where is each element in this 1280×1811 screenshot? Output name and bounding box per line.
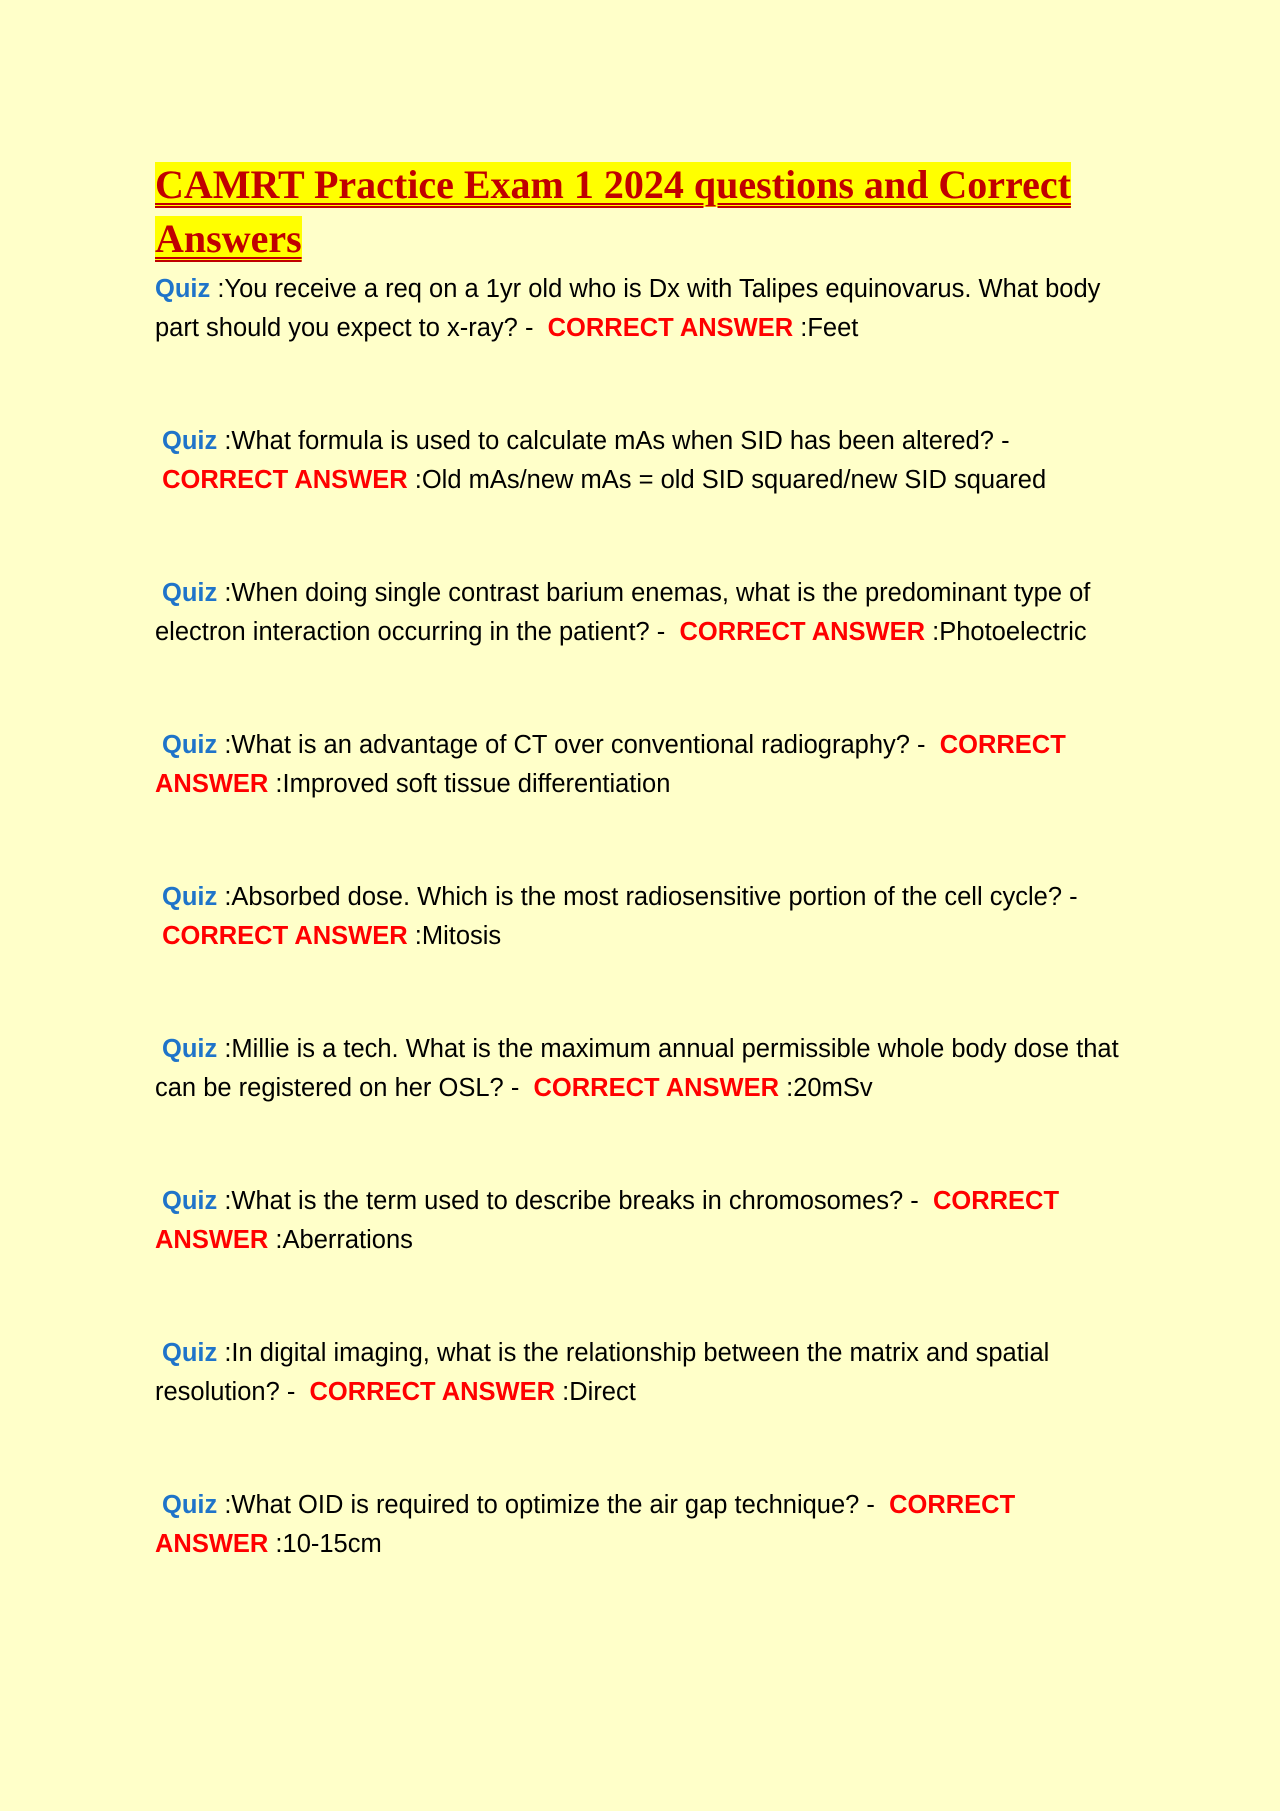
document-title-text: CAMRT Practice Exam 1 2024 questions and Correct Answers — [155, 162, 1071, 261]
quiz-label: Quiz — [155, 275, 211, 303]
answer-text: Old mAs/new mAs = old SID squared/new SID squared — [421, 466, 1047, 494]
answer-text: Aberrations — [282, 1226, 413, 1254]
correct-answer-label: CORRECT ANSWER — [155, 1491, 1016, 1558]
question-text: What is an advantage of CT over conventional radiography? — [231, 731, 910, 759]
question-text: In digital imaging, what is the relationship between the matrix and spatial resolution? — [155, 1339, 1050, 1406]
document-body — [155, 158, 1120, 1638]
answer-text: Improved soft tissue differentiation — [282, 770, 671, 798]
quiz-label: Quiz — [162, 1187, 218, 1215]
correct-answer-label: CORRECT ANSWER — [155, 731, 1066, 798]
answer-text: 10-15cm — [282, 1530, 382, 1558]
correct-answer-label: CORRECT ANSWER — [309, 1378, 556, 1406]
qa-item: Quiz :What formula is used to calculate mAs when SID has been altered? - CORRECT ANSWER :Old mAs/new mAs = old SID squared/new SID squared — [155, 427, 1047, 494]
quiz-label: Quiz — [162, 1491, 218, 1519]
question-text: What is the term used to describe breaks in chromosomes? — [231, 1187, 904, 1215]
quiz-label: Quiz — [162, 1035, 218, 1063]
qa-item: Quiz :What OID is required to optimize the air gap technique? - CORRECT ANSWER :10-15cm — [155, 1491, 1016, 1558]
quiz-label: Quiz — [162, 731, 218, 759]
answer-text: Direct — [569, 1378, 636, 1406]
question-text: When doing single contrast barium enemas, what is the predominant type of electron interaction occurring in the patient? — [155, 579, 1091, 646]
answer-text: 20mSv — [793, 1074, 873, 1102]
question-text: Millie is a tech. What is the maximum annual permissible whole body dose that can be registered on her OSL? — [155, 1035, 1119, 1102]
quiz-label: Quiz — [162, 579, 218, 607]
question-text: Absorbed dose. Which is the most radiosensitive portion of the cell cycle? — [231, 883, 1063, 911]
qa-item: Quiz :What is an advantage of CT over conventional radiography? - CORRECT ANSWER :Improved soft tissue differentiation — [155, 731, 1066, 798]
correct-answer-label: CORRECT ANSWER — [547, 314, 794, 342]
document-title — [155, 158, 1120, 266]
correct-answer-label: CORRECT ANSWER — [533, 1074, 780, 1102]
correct-answer-label: CORRECT ANSWER — [162, 466, 408, 494]
correct-answer-label: CORRECT ANSWER — [679, 618, 926, 646]
qa-item: Quiz :In digital imaging, what is the relationship between the matrix and spatial resolution? - CORRECT ANSWER :Direct — [155, 1339, 1050, 1406]
answer-text: Photoelectric — [939, 618, 1087, 646]
quiz-label: Quiz — [162, 427, 218, 455]
qa-item: Quiz :Millie is a tech. What is the maximum annual permissible whole body dose that can be registered on her OSL? - CORRECT ANSWER :20mSv — [155, 1035, 1119, 1102]
qa-item: Quiz :Absorbed dose. Which is the most radiosensitive portion of the cell cycle? - CORRECT ANSWER :Mitosis — [155, 883, 1078, 950]
qa-item: Quiz :You receive a req on a 1yr old who is Dx with Talipes equinovarus. What body part should you expect to x-ray? - CORRECT ANSWER :Feet — [155, 275, 1101, 342]
answer-text: Feet — [807, 314, 859, 342]
quiz-label: Quiz — [162, 883, 218, 911]
correct-answer-label: CORRECT ANSWER — [155, 1187, 1060, 1254]
quiz-label: Quiz — [162, 1339, 218, 1367]
qa-item: Quiz :When doing single contrast barium enemas, what is the predominant type of electron interaction occurring in the patient? - CORRECT ANSWER :Photoelectric — [155, 579, 1091, 646]
question-text: You receive a req on a 1yr old who is Dx with Talipes equinovarus. What body part should you expect to x-ray? — [155, 275, 1101, 342]
question-text: What OID is required to optimize the air gap technique? — [231, 1491, 860, 1519]
answer-text: Mitosis — [421, 922, 502, 950]
qa-item: Quiz :What is the term used to describe breaks in chromosomes? - CORRECT ANSWER :Aberrations — [155, 1187, 1060, 1254]
question-text: What formula is used to calculate mAs when SID has been altered? — [231, 427, 994, 455]
correct-answer-label: CORRECT ANSWER — [162, 922, 408, 950]
